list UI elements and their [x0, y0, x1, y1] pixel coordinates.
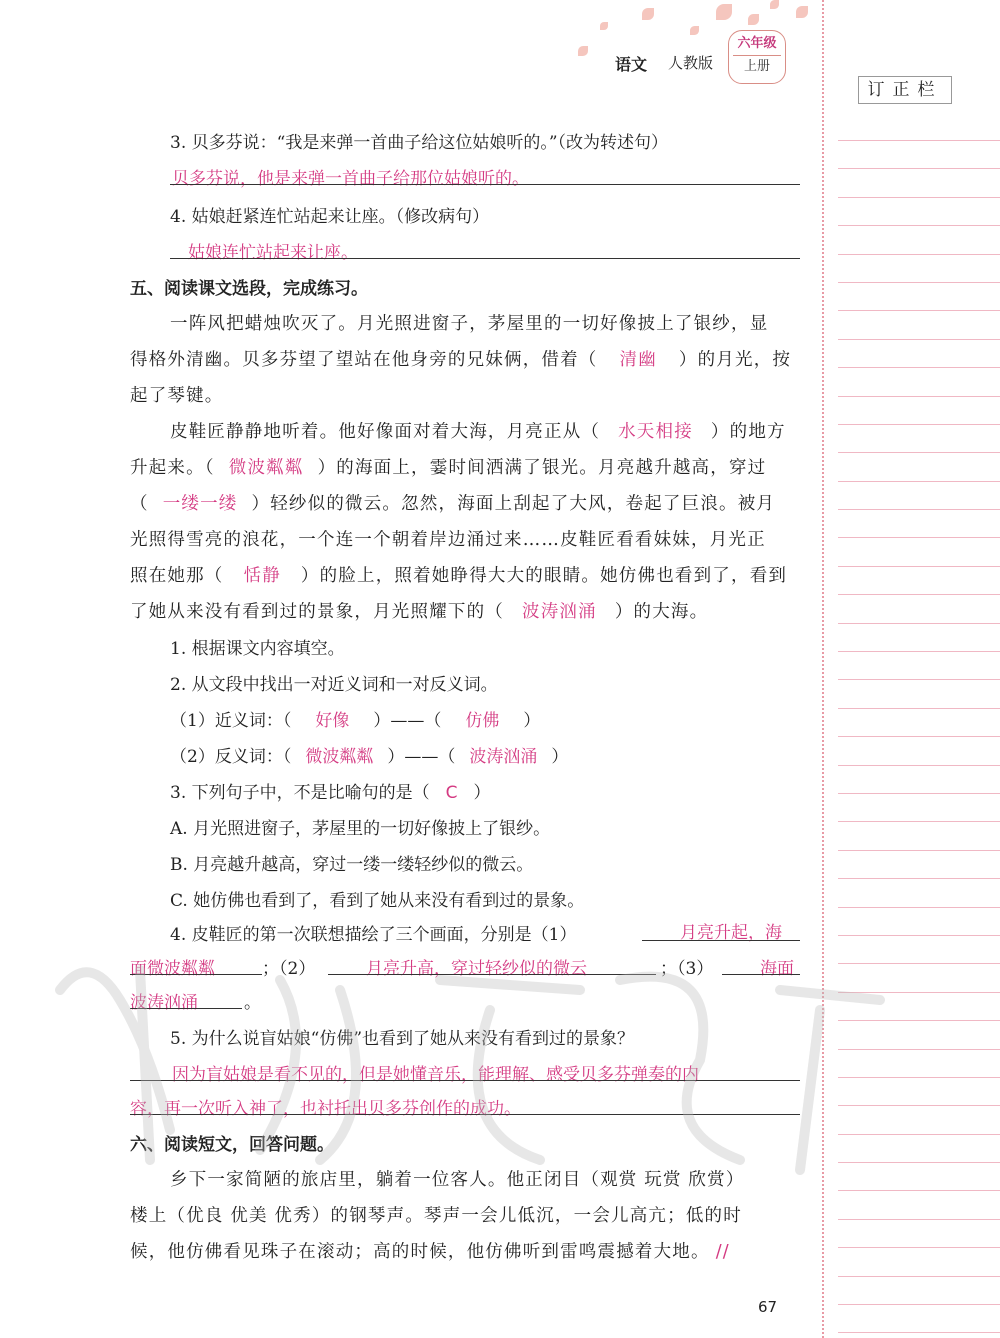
section6-heading: 六、阅读短文，回答问题。: [130, 1135, 334, 1155]
passage-line: 乡下一家简陋的旅店里，躺着一位客人。他正闭目（观赏 玩赏 欣赏）: [170, 1170, 745, 1190]
fill-answer: 波涛汹涌: [522, 602, 597, 622]
fill-answer: 微波粼粼: [305, 747, 374, 767]
s5-q4-prompt: 4. 皮鞋匠的第一次联想描绘了三个画面，分别是（1）: [170, 925, 577, 945]
fill-answer: 仿佛: [465, 711, 500, 731]
correction-rule: [838, 736, 1000, 737]
passage-text: （: [130, 494, 149, 514]
correction-rule: [838, 793, 1000, 794]
correction-rule: [838, 452, 1000, 453]
fill-answer: 微波粼粼: [228, 458, 304, 478]
passage-line: 一阵风把蜡烛吹灭了。月光照进窗子，茅屋里的一切好像披上了银纱，显: [170, 314, 769, 334]
page-number: 67: [758, 1298, 778, 1316]
correction-rule: [838, 168, 1000, 169]
fill-answer: 面微波粼粼: [130, 959, 215, 979]
fill-answer: 月亮升起，海: [680, 923, 782, 943]
correction-rule: [838, 566, 1000, 567]
section5-heading: 五、阅读课文选段，完成练习。: [130, 279, 368, 299]
correction-rule: [838, 850, 1000, 851]
fill-answer: 海面: [760, 959, 794, 979]
correction-rule: [838, 765, 1000, 766]
q5-answer-line1: 因为盲姑娘是看不见的，但是她懂音乐，能理解、感受贝多芬弹奏的内: [172, 1065, 699, 1085]
correction-rule: [838, 197, 1000, 198]
fill-answer: 水天相接: [618, 422, 693, 442]
correction-rule: [838, 1332, 1000, 1333]
slash-mark: //: [715, 1242, 730, 1262]
s5-q2-antonyms: [170, 742, 568, 767]
watermark: [20, 930, 920, 1230]
label: ）——（: [373, 711, 442, 731]
passage-line: 起了琴键。: [130, 386, 224, 406]
option-a: A. 月光照进窗子，茅屋里的一切好像披上了银纱。: [170, 819, 551, 839]
label: ）: [523, 711, 541, 731]
header-edition: 人教版: [668, 54, 714, 72]
s5-q2: 2. 从文段中找出一对近义词和一对反义词。: [170, 675, 498, 695]
passage-line: [170, 418, 786, 443]
q4-prompt: 4. 姑娘赶紧连忙站起来让座。（修改病句）: [170, 207, 490, 227]
passage-line: [130, 1238, 730, 1263]
passage-line: [130, 490, 775, 515]
correction-rule: [838, 396, 1000, 397]
passage-text: ）的海面上，霎时间洒满了银光。月亮越升越高，穿过: [317, 458, 767, 478]
option-c: C. 她仿佛也看到了，看到了她从来没有看到过的景象。: [170, 891, 585, 911]
correction-rule: [838, 537, 1000, 538]
correction-rule: [838, 310, 1000, 311]
passage-text: 候，他仿佛看见珠子在滚动；高的时候，他仿佛听到雷鸣震撼着大地。: [130, 1242, 710, 1262]
volume-label: 上册: [743, 59, 770, 74]
correction-rule: [838, 821, 1000, 822]
correction-rule: [838, 282, 1000, 283]
passage-text: ）的月光，按: [678, 350, 792, 370]
passage-text: 升起来。（: [130, 458, 215, 478]
correction-rule: [838, 1247, 1000, 1248]
option-b: B. 月亮越升越高，穿过一缕一缕轻纱似的微云。: [170, 855, 534, 875]
q3-prompt: 3. 贝多芬说：“我是来弹一首曲子给这位姑娘听的。”（改为转述句）: [170, 133, 669, 153]
correction-rule: [838, 1276, 1000, 1277]
passage-text: 了她从来没有看到过的景象，月光照耀下的（: [130, 602, 504, 622]
fill-answer: C: [445, 783, 458, 803]
label: ；（3）: [660, 959, 714, 979]
answer-line: [170, 258, 800, 259]
fill-answer: 波涛汹涌: [469, 747, 538, 767]
fill-answer: 清幽: [619, 350, 657, 370]
grade-label: 六年级: [733, 33, 781, 56]
answer-line: [170, 184, 800, 185]
s5-q5-prompt: 5. 为什么说盲姑娘“仿佛”也看到了她从来没有看到过的景象？: [170, 1029, 635, 1049]
label: （1）近义词：（: [170, 711, 292, 731]
fill-answer: 月亮升高，穿过轻纱似的微云: [366, 959, 587, 979]
passage-text: ）轻纱似的微云。忽然，海面上刮起了大风，卷起了巨浪。被月: [251, 494, 776, 514]
correction-rule: [838, 907, 1000, 908]
fill-answer: 恬静: [243, 566, 281, 586]
passage-text: 照在她那（: [130, 566, 224, 586]
q5-answer-line2: 容，再一次听入神了，也衬托出贝多芬创作的成功。: [130, 1099, 521, 1119]
label: ；（2）: [262, 959, 316, 979]
q3-answer: 贝多芬说，他是来弹一首曲子给那位姑娘听的。: [172, 169, 529, 189]
correction-rule: [838, 623, 1000, 624]
fill-answer: 一缕一缕: [162, 494, 238, 514]
correction-rule: [838, 367, 1000, 368]
correction-rule: [838, 509, 1000, 510]
correction-rule: [838, 225, 1000, 226]
passage-text: ）的大海。: [614, 602, 709, 622]
label: ）: [551, 747, 569, 767]
passage-line: [130, 562, 787, 587]
passage-line: 楼上（优良 优美 优秀）的钢琴声。琴声一会儿低沉，一会儿高亢；低的时: [130, 1206, 742, 1226]
s5-q2-synonyms: [170, 706, 540, 731]
correction-rule: [838, 594, 1000, 595]
correction-rule: [838, 651, 1000, 652]
correction-rule: [838, 1304, 1000, 1305]
passage-line: 光照得雪亮的浪花，一个连一个朝着岸边涌过来……皮鞋匠看看妹妹，月光正: [130, 530, 766, 550]
correction-rule: [838, 878, 1000, 879]
fill-answer: 波涛汹涌: [130, 993, 198, 1013]
label: 3. 下列句子中，不是比喻句的是（: [170, 783, 430, 803]
passage-line: [130, 454, 766, 479]
passage-text: ）的地方: [710, 422, 786, 442]
grade-badge: [728, 30, 786, 84]
correction-rule: [838, 679, 1000, 680]
correction-rule: [838, 424, 1000, 425]
passage-text: 皮鞋匠静静地听着。他好像面对着大海，月亮正从（: [170, 422, 601, 442]
correction-rule: [838, 481, 1000, 482]
correction-rule: [838, 339, 1000, 340]
passage-line: [130, 346, 791, 371]
correction-rule: [838, 708, 1000, 709]
correction-column-title: 订正栏: [858, 76, 952, 104]
label: （2）反义词：（: [170, 747, 292, 767]
correction-rule: [838, 140, 1000, 141]
passage-line: [130, 598, 708, 623]
s5-q1: 1. 根据课文内容填空。: [170, 639, 345, 659]
q4-answer: 姑娘连忙站起来让座。: [188, 243, 358, 263]
label: 。: [244, 993, 261, 1013]
passage-text: ）的脸上，照着她睁得大大的眼睛。她仿佛也看到了，看到: [300, 566, 788, 586]
fill-answer: 好像: [315, 711, 350, 731]
label: ）——（: [387, 747, 456, 767]
header-subject: 语文: [615, 55, 648, 74]
correction-rule: [838, 254, 1000, 255]
passage-text: 得格外清幽。贝多芬望了望站在他身旁的兄妹俩，借着（: [130, 350, 598, 370]
s5-q3: [170, 778, 491, 803]
label: ）: [473, 783, 491, 803]
